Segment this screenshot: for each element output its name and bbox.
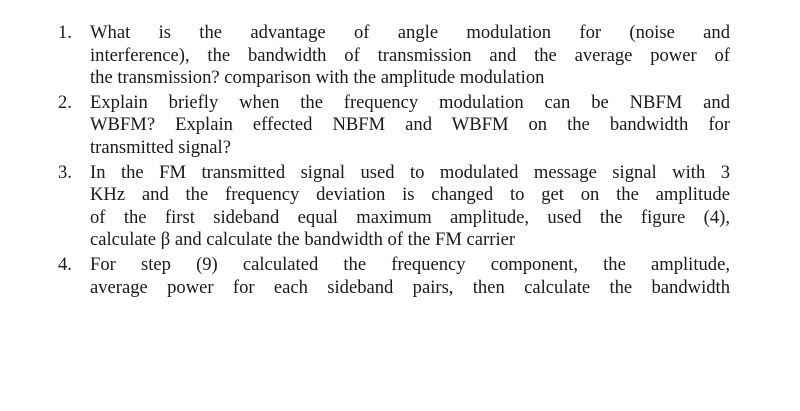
question-line: calculate β and calculate the bandwidth of the FM carrier: [90, 229, 516, 251]
question-line: WBFM? Explain effected NBFM and WBFM on the bandwidth for: [90, 114, 730, 136]
question-line: interference), the bandwidth of transmission and the average power of: [90, 44, 730, 66]
question-line: In the FM transmitted signal used to modulated message signal with 3: [90, 161, 730, 183]
question-line: KHz and the frequency deviation is changed to get on the amplitude: [90, 184, 730, 206]
question-number: 3.: [58, 161, 72, 183]
question-line: of the first sideband equal maximum amplitude, used the figure (4),: [90, 206, 730, 228]
question-number: 2.: [58, 91, 72, 113]
question-list: [58, 22, 730, 301]
question-number: 1.: [58, 22, 72, 43]
question-text: [90, 22, 730, 90]
question-line: the transmission? comparison with the amplitude modulation: [90, 67, 545, 89]
question-2: [58, 92, 730, 160]
question-line: transmitted signal?: [90, 136, 231, 158]
question-text: [90, 92, 730, 160]
question-line: For step (9) calculated the frequency component, the amplitude,: [90, 253, 730, 275]
question-4: [58, 254, 730, 299]
question-line: What is the advantage of angle modulation for (noise and: [90, 22, 730, 43]
question-line: Explain briefly when the frequency modulation can be NBFM and: [90, 91, 730, 113]
question-line: average power for each sideband pairs, then calculate the bandwidth: [90, 276, 730, 298]
question-text: [90, 254, 730, 299]
question-number: 4.: [58, 253, 72, 275]
question-text: [90, 162, 730, 252]
question-3: [58, 162, 730, 252]
question-1: [58, 22, 730, 90]
